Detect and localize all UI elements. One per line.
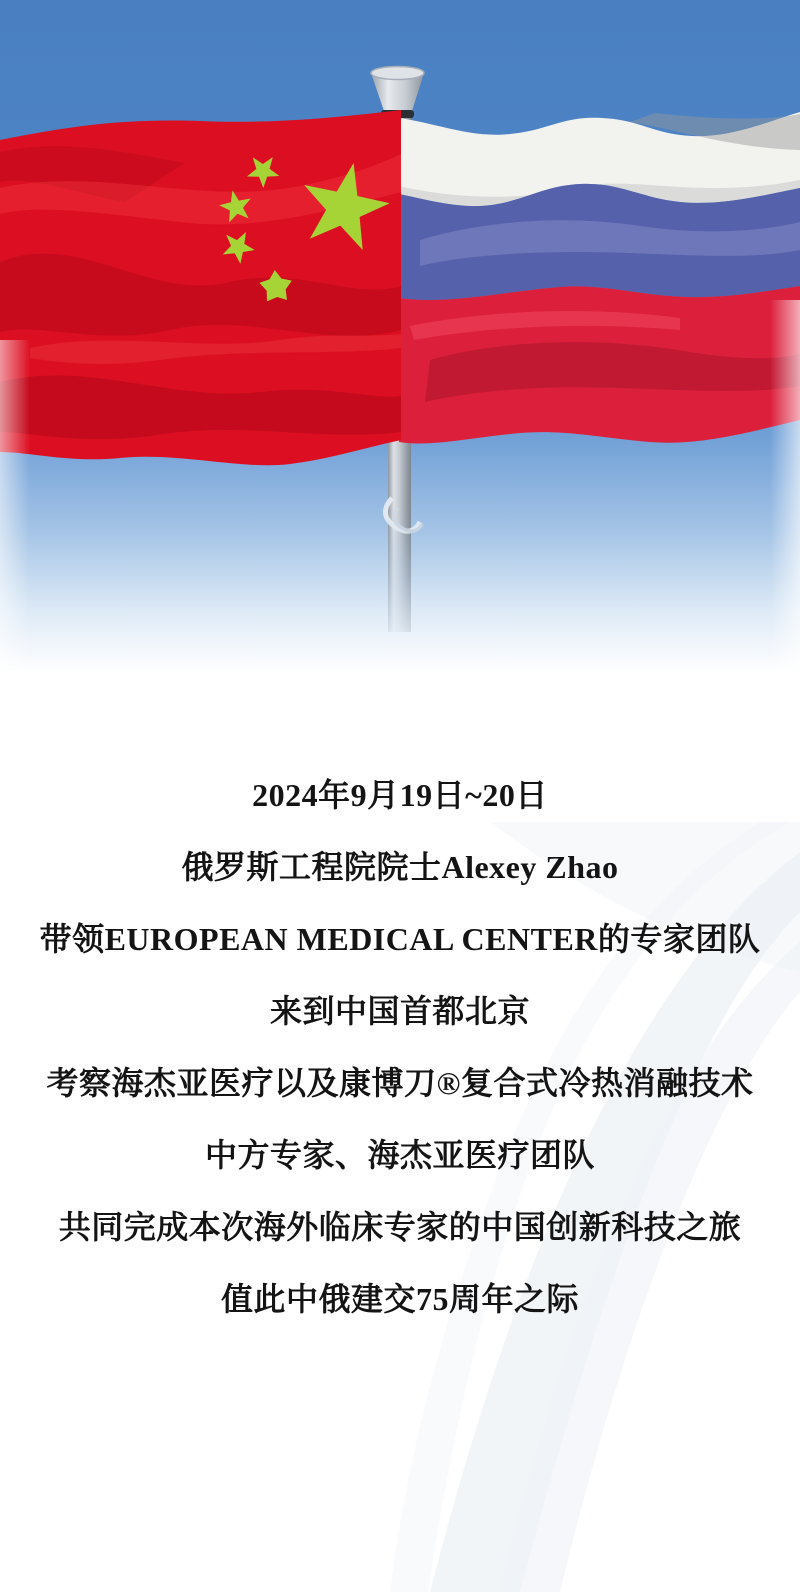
text-line-academician: 俄罗斯工程院院士Alexey Zhao xyxy=(181,849,619,885)
edge-vignette-left xyxy=(0,340,30,700)
text-line-beijing: 来到中国首都北京 xyxy=(269,993,530,1029)
edge-vignette-right xyxy=(770,300,800,700)
china-flag xyxy=(0,110,401,465)
text-line-inspection: 考察海杰亚医疗以及康博刀®复合式冷热消融技术 xyxy=(46,1065,754,1101)
article-text xyxy=(0,759,800,1335)
text-line-anniversary: 值此中俄建交75周年之际 xyxy=(220,1281,579,1317)
text-line-journey: 共同完成本次海外临床专家的中国创新科技之旅 xyxy=(58,1209,742,1245)
hero-photo xyxy=(0,0,800,700)
russia-flag xyxy=(399,112,800,443)
text-line-experts: 中方专家、海杰亚医疗团队 xyxy=(204,1137,595,1173)
text-line-date: 2024年9月19日~20日 xyxy=(252,777,548,813)
text-line-team: 带领EUROPEAN MEDICAL CENTER的专家团队 xyxy=(39,921,761,957)
